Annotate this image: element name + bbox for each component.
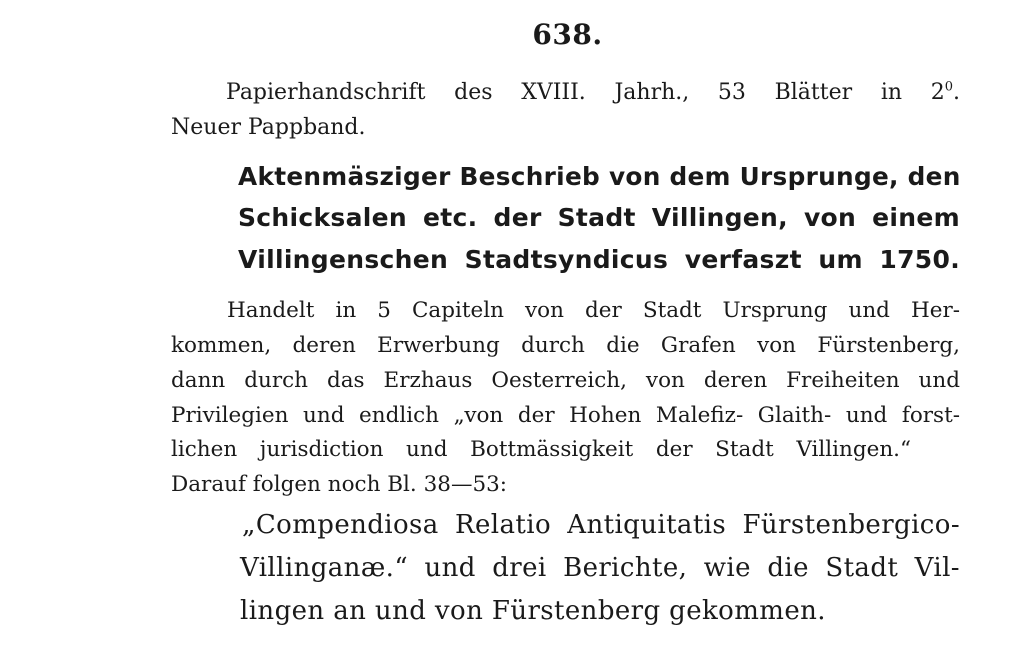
- body-line-3: dann durch das Erzhaus Oesterreich, von deren Freiheiten und: [171, 368, 960, 393]
- body-line-5: lichen jurisdiction und Bottmässigkeit der Stadt Villingen.“: [171, 437, 911, 462]
- quote-line-2: Villinganæ.“ und drei Berichte, wie die Stadt Vil-: [240, 553, 960, 583]
- body-line-4: Privilegien und endlich „von der Hohen Malefiz- Glaith- und forst-: [171, 403, 960, 428]
- description-line-2: Neuer Pappband.: [171, 115, 366, 140]
- description-line-1-text: Papierhandschrift des XVIII. Jahrh., 53 Blätter in 2: [226, 80, 945, 105]
- format-superscript: 0: [944, 79, 953, 95]
- page-number: 638.: [532, 18, 603, 51]
- body-line-1: Handelt in 5 Capiteln von der Stadt Ursprung und Her-: [227, 298, 960, 323]
- title-line-3: Villingenschen Stadtsyndicus verfaszt um 1750.: [238, 245, 960, 274]
- quote-line-3: lingen an und von Fürstenberg gekommen.: [240, 596, 826, 626]
- title-line-1: Aktenmäsziger Beschrieb von dem Ursprunge, den: [238, 162, 961, 191]
- description-line-1: [226, 80, 960, 105]
- description-line-1-end: .: [953, 80, 960, 105]
- quote-line-1: „Compendiosa Relatio Antiquitatis Fürstenbergico-: [242, 510, 960, 540]
- body-line-6: Darauf folgen noch Bl. 38—53:: [171, 472, 508, 497]
- body-line-2: kommen, deren Erwerbung durch die Grafen von Fürstenberg,: [171, 333, 960, 358]
- title-line-2: Schicksalen etc. der Stadt Villingen, von einem: [238, 203, 960, 232]
